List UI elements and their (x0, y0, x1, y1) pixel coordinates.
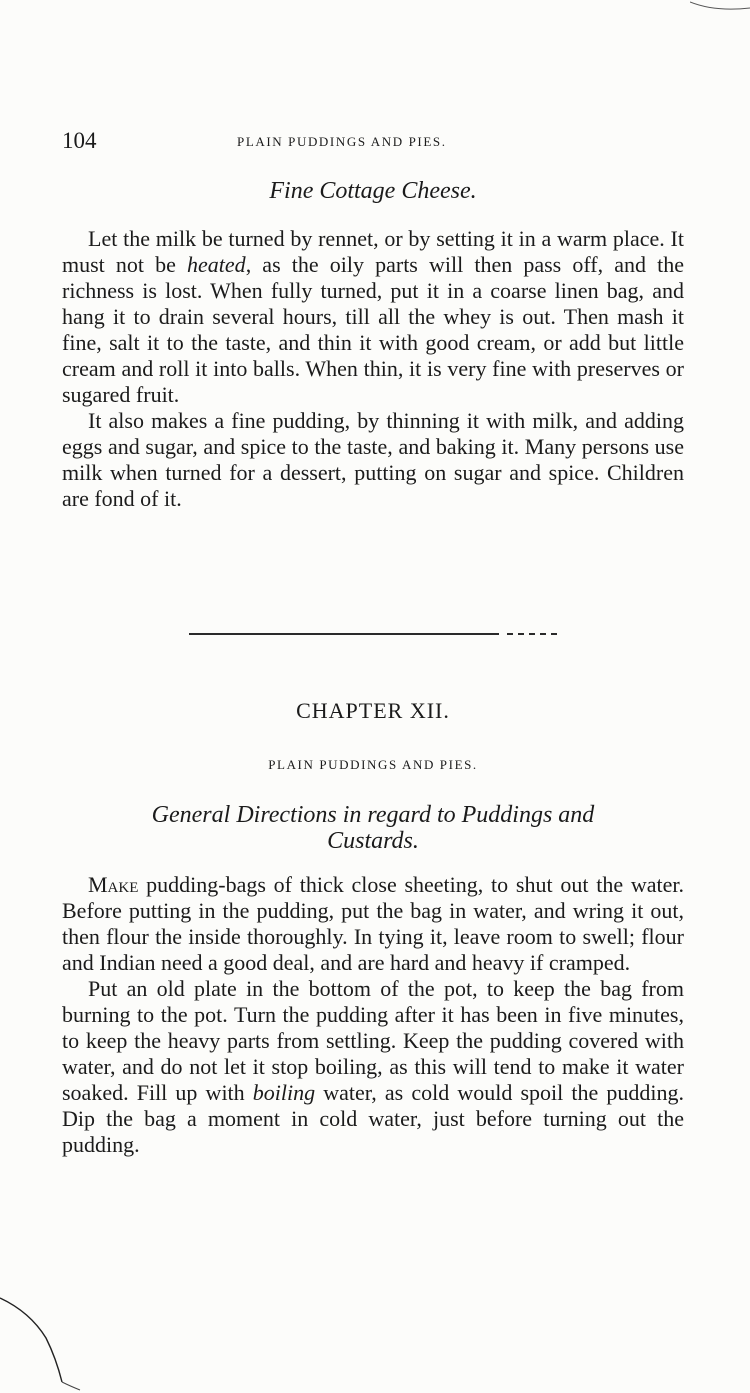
section-title-line: General Directions in regard to Puddings and (151, 802, 595, 828)
page-corner-mark (690, 0, 750, 16)
paragraph (62, 976, 684, 1158)
section-body-pudding-directions (62, 872, 684, 1158)
paragraph-lead-word: Make (88, 872, 139, 897)
running-head: PLAIN PUDDINGS AND PIES. (237, 134, 447, 149)
page-header (62, 128, 684, 158)
paragraph-text: water, as cold would spoil the pudding. Dip the bag a moment in cold water, just before turning out the pudding. (62, 1080, 684, 1157)
section-title-cottage-cheese: Fine Cottage Cheese. (269, 178, 477, 204)
page-number: 104 (62, 128, 97, 153)
paragraph-text: Let the milk be turned by rennet, or by setting it in a warm place. It must not be (62, 226, 684, 277)
paragraph-text: pudding-bags of thick close sheeting, to shut out the water. Before putting in the pudding, put the bag in water, and wring it out, then flour the inside thoroughly. In tying it, leave room to swell; flour and Indian need a good deal, and are hard and heavy if cramped. (62, 872, 684, 975)
section-divider (189, 632, 559, 636)
paragraph (62, 872, 684, 976)
page-edge-mark (0, 1290, 90, 1393)
chapter-heading: CHAPTER XII. (296, 698, 450, 723)
paragraph (62, 226, 684, 408)
emphasis-text: boiling (252, 1080, 316, 1105)
paragraph: It also makes a fine pudding, by thinning it with milk, and adding eggs and sugar, and spice to the taste, and baking it. Many persons use milk when turned for a dessert, putting on sugar and spice. Children are fond of it. (62, 408, 684, 511)
section-body-cottage-cheese (62, 226, 684, 512)
chapter-subtitle: PLAIN PUDDINGS AND PIES. (268, 757, 478, 772)
paragraph-text: Put an old plate in the bottom of the pot, to keep the bag from burning to the pot. Turn the pudding after it has been in five minutes, to keep the heavy parts from settling. Keep the pudding covered with water, and do not let it stop boiling, as this will tend to make it water soaked. Fill up with (62, 976, 684, 1105)
section-title-line: Custards. (327, 828, 419, 854)
paragraph-text: , as the oily parts will then pass off, and the richness is lost. When fully turned, put it in a coarse linen bag, and hang it to drain several hours, till all the whey is out. Then mash it fine, salt it to the taste, and thin it with good cream, or add but little cream and roll it into balls. When thin, it is very fine with preserves or sugared fruit. (62, 252, 684, 407)
emphasis-text: heated (187, 252, 246, 277)
section-title-pudding-directions (62, 802, 684, 854)
